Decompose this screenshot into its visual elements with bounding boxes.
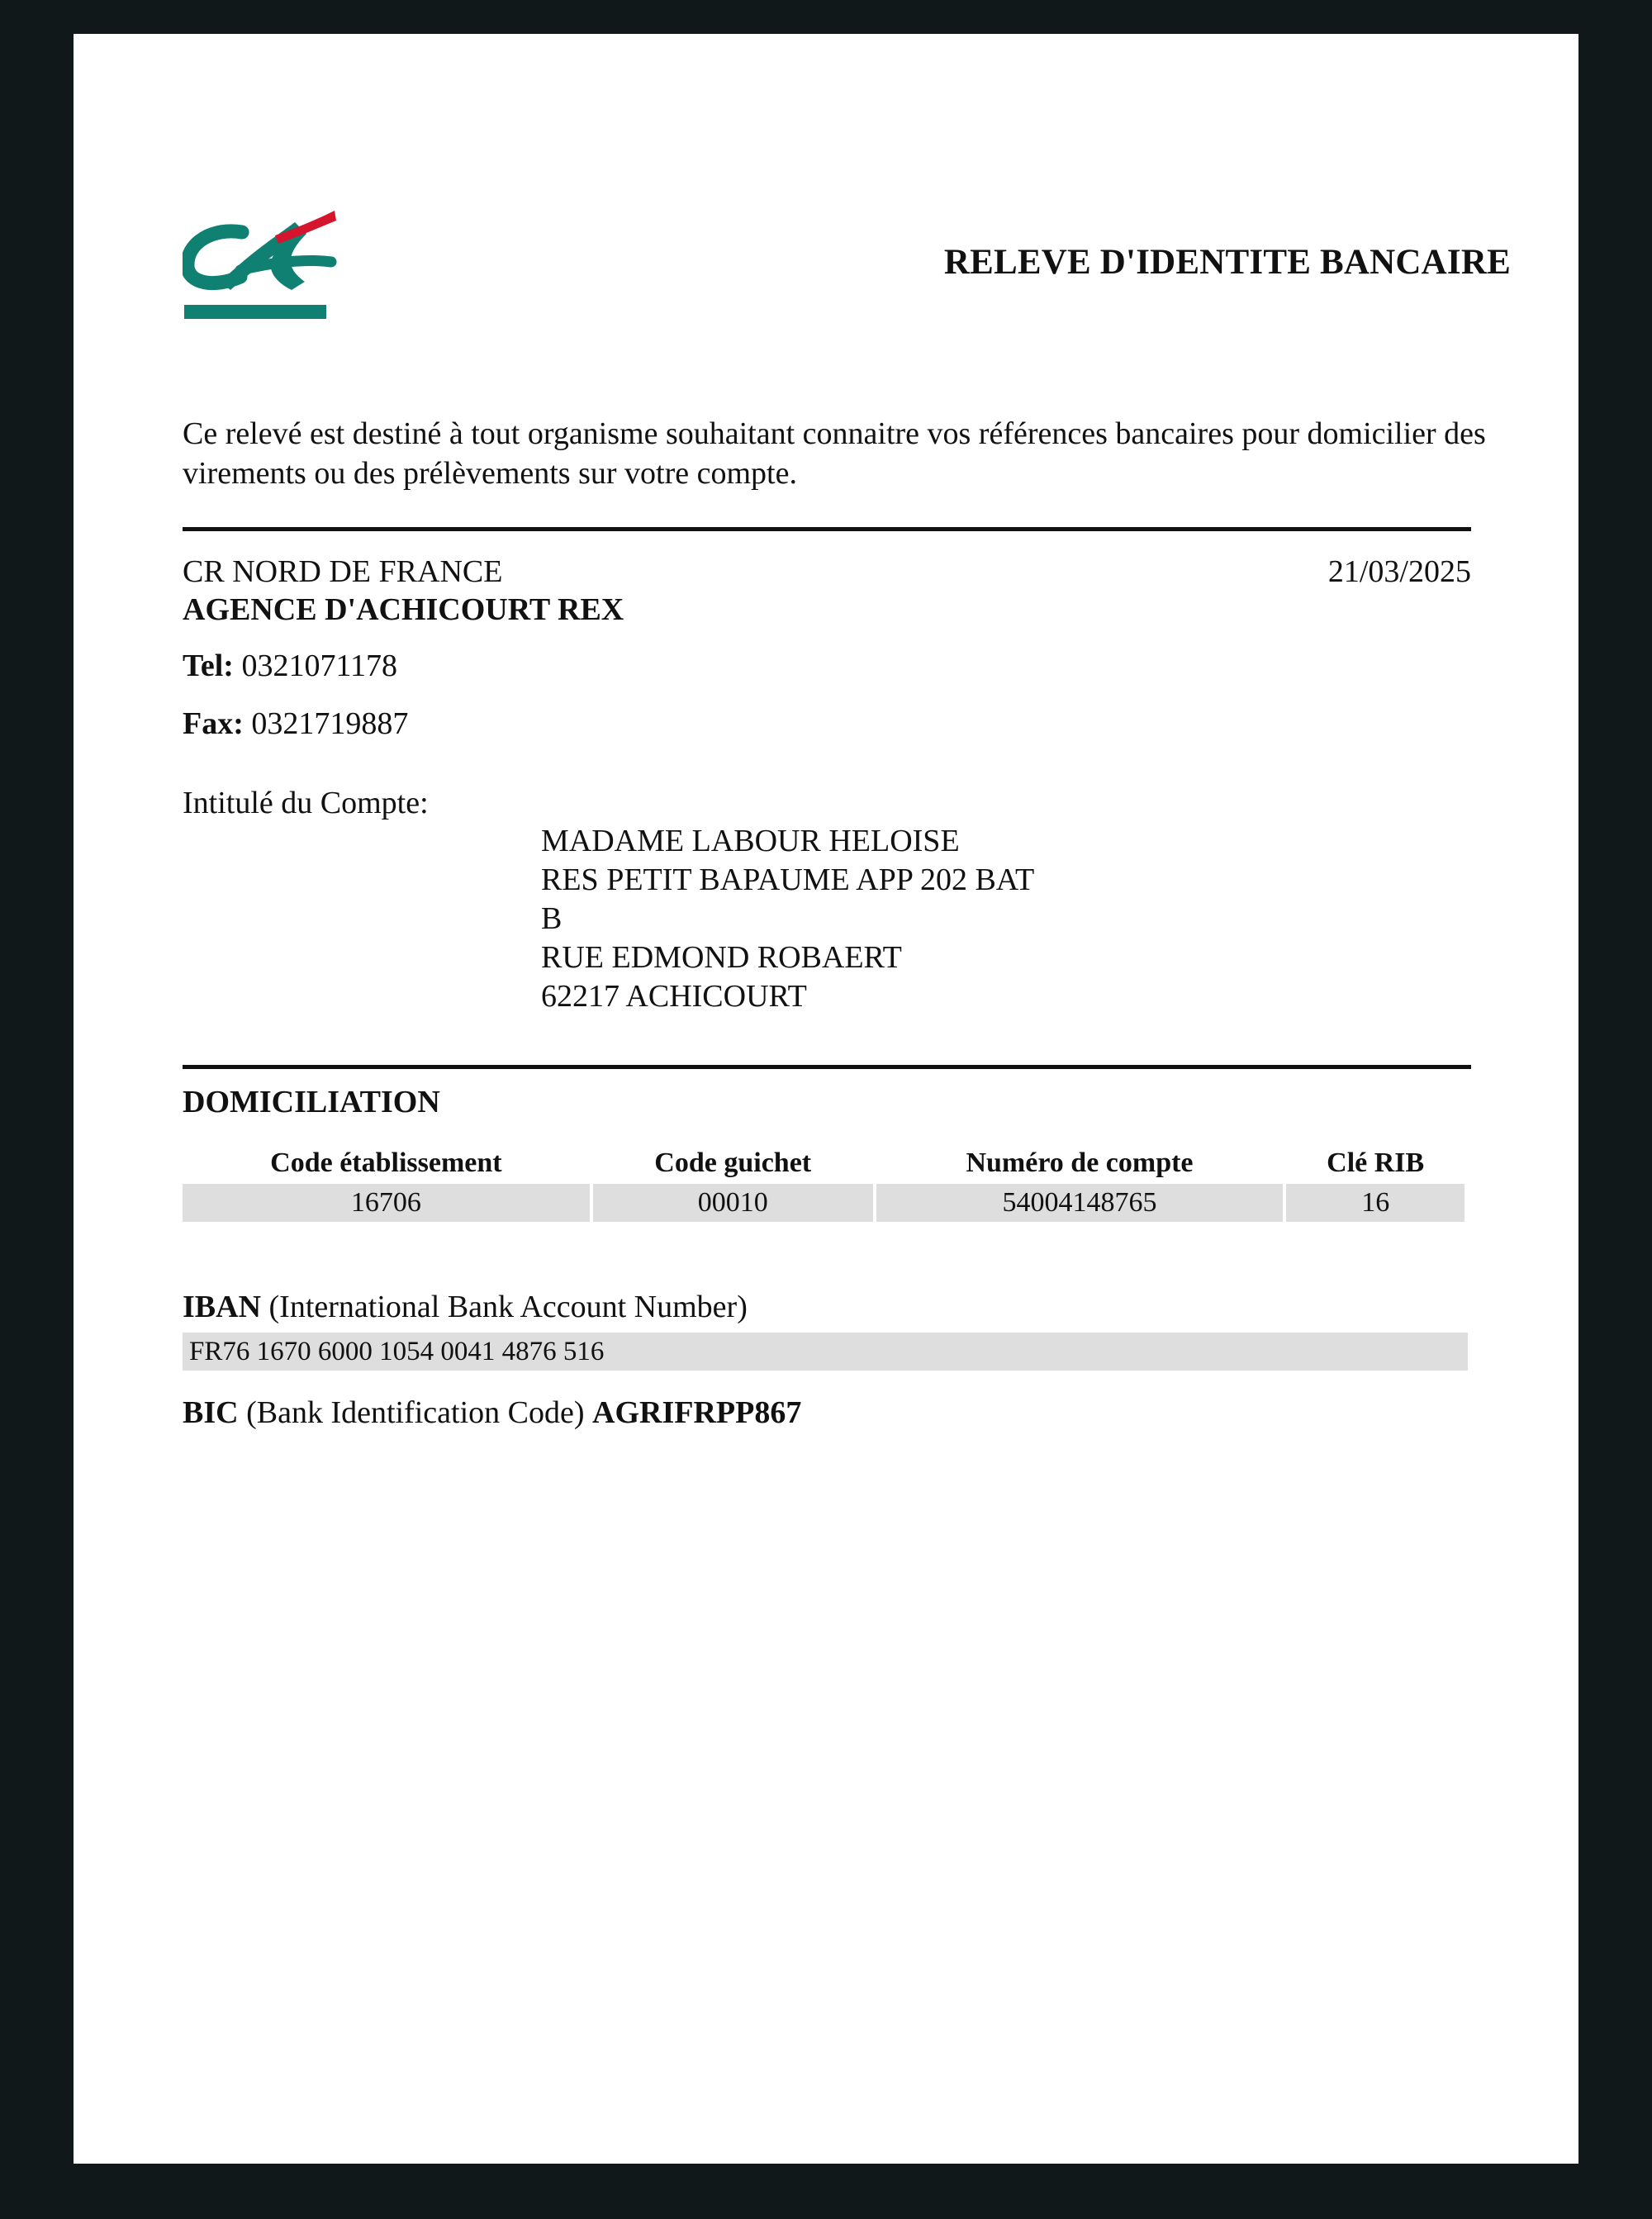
bic-row <box>183 1394 801 1432</box>
code-etablissement-value: 16706 <box>183 1184 590 1222</box>
bic-description: (Bank Identification Code) <box>246 1395 585 1430</box>
rib-table <box>179 1143 1468 1222</box>
bic-value: AGRIFRPP867 <box>592 1395 802 1430</box>
document-date: 21/03/2025 <box>1327 554 1471 589</box>
tel-label: Tel: <box>183 649 234 683</box>
fax-value: 0321719887 <box>251 706 409 741</box>
iban-label-row <box>183 1288 748 1326</box>
document-page <box>74 34 1578 2164</box>
cle-rib-value: 16 <box>1286 1184 1464 1222</box>
fax-row <box>183 705 408 743</box>
account-holder-address <box>541 822 1034 1016</box>
header-cle-rib: Clé RIB <box>1327 1148 1425 1178</box>
account-holder-label: Intitulé du Compte: <box>183 786 429 820</box>
divider <box>183 527 1471 531</box>
tel-row <box>183 647 397 685</box>
bic-label: BIC <box>183 1395 239 1430</box>
divider <box>183 1065 1471 1069</box>
credit-agricole-logo <box>183 204 339 321</box>
holder-address-line: B <box>541 901 563 936</box>
iban-value: FR76 1670 6000 1054 0041 4876 516 <box>183 1333 1468 1371</box>
header-code-guichet: Code guichet <box>654 1148 812 1178</box>
holder-address-line: RES PETIT BAPAUME APP 202 BAT <box>541 862 1035 897</box>
table-row <box>183 1184 1464 1222</box>
header-numero-compte: Numéro de compte <box>966 1148 1194 1178</box>
agency-name: AGENCE D'ACHICOURT REX <box>183 592 624 627</box>
numero-compte-value: 54004148765 <box>876 1184 1284 1222</box>
tel-value: 0321071178 <box>241 649 398 683</box>
holder-name: MADAME LABOUR HELOISE <box>541 824 960 858</box>
bank-name: CR NORD DE FRANCE <box>183 554 503 589</box>
header-code-etablissement: Code établissement <box>270 1148 502 1178</box>
document-title: RELEVE D'IDENTITE BANCAIRE <box>943 243 1511 282</box>
intro-text: Ce relevé est destiné à tout organisme souhaitant connaitre vos références bancaires pour domicilier des virements ou des prélèvements sur votre compte. <box>183 416 1486 491</box>
fax-label: Fax: <box>183 706 244 741</box>
code-guichet-value: 00010 <box>593 1184 873 1222</box>
rib-table-header <box>183 1143 1464 1184</box>
iban-description: (International Bank Account Number) <box>268 1290 748 1324</box>
holder-address-line: 62217 ACHICOURT <box>541 979 807 1014</box>
domiciliation-title: DOMICILIATION <box>183 1085 440 1119</box>
holder-address-line: RUE EDMOND ROBAERT <box>541 940 902 975</box>
iban-label: IBAN <box>183 1290 262 1324</box>
